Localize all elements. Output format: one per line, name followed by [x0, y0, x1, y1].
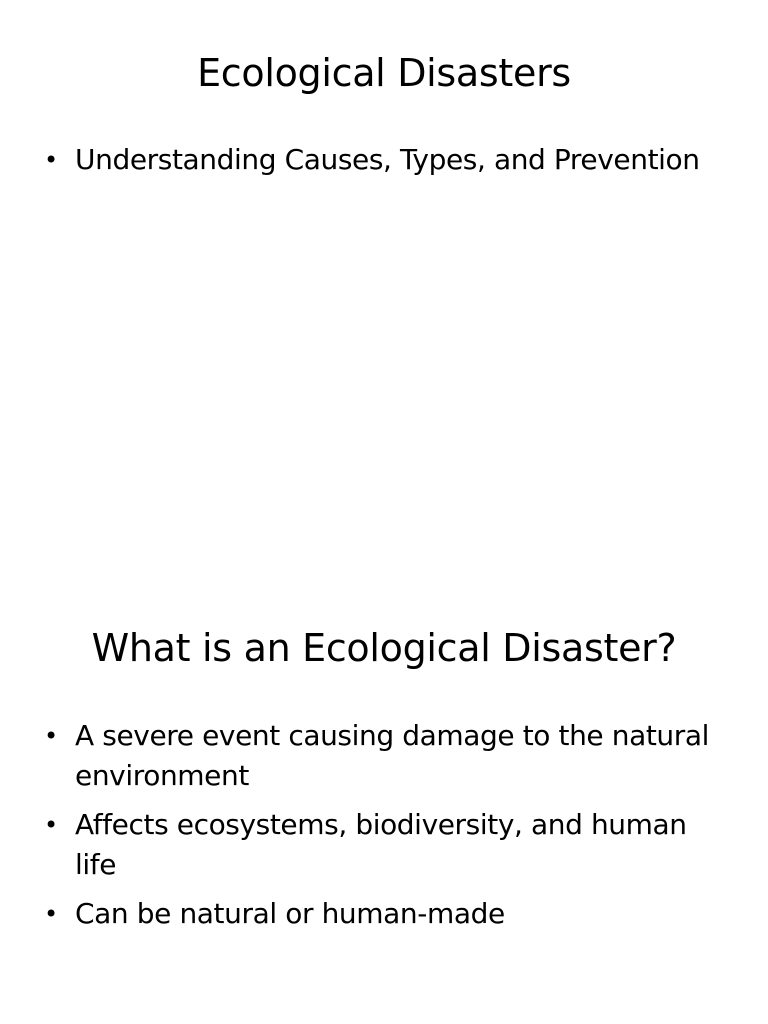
bullet-item — [44, 140, 724, 180]
bullet-text: Understanding Causes, Types, and Prevention — [75, 143, 700, 176]
bullet-text: Can be natural or human-made — [75, 897, 505, 930]
bullet-dot-icon: • — [44, 811, 58, 839]
bullet-dot-icon: • — [44, 900, 58, 928]
bullet-text: A severe event causing damage to the natural environment — [75, 719, 710, 792]
bullet-item — [44, 894, 724, 934]
bullet-text: Affects ecosystems, biodiversity, and human life — [75, 808, 687, 881]
bullet-list — [44, 140, 724, 189]
slide-title: What is an Ecological Disaster? — [91, 626, 677, 670]
slide-2 — [0, 576, 768, 1024]
bullet-list — [44, 716, 724, 943]
bullet-dot-icon: • — [44, 146, 58, 174]
bullet-item — [44, 805, 724, 885]
slide-title: Ecological Disasters — [197, 51, 571, 95]
bullet-dot-icon: • — [44, 722, 58, 750]
bullet-item — [44, 716, 724, 796]
